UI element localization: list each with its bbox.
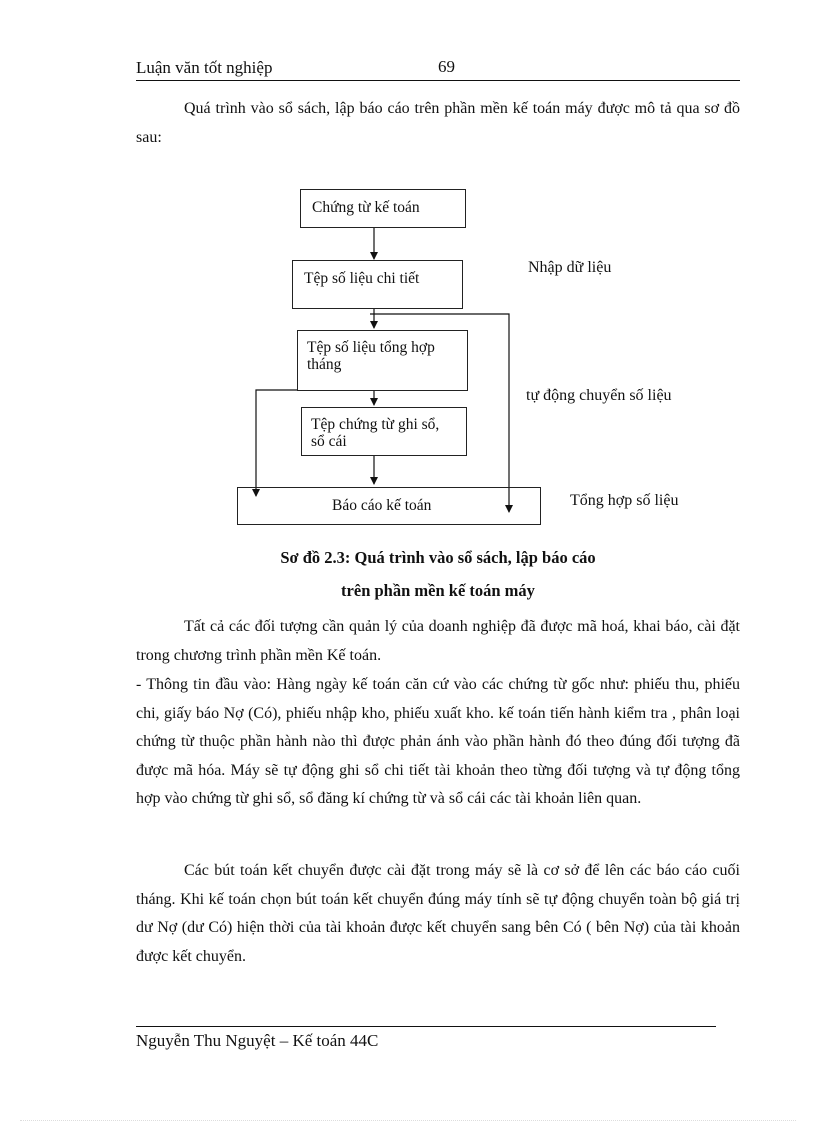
box-bao-cao-label: Báo cáo kế toán	[332, 497, 432, 514]
page-bottom-edge	[20, 1120, 796, 1121]
box-tep-chi-tiet	[292, 260, 463, 309]
body-paragraph-2: - Thông tin đầu vào: Hàng ngày kế toán căn cứ vào các chứng từ gốc như: phiếu thu, phiếu chi, giấy báo Nợ (Có), phiếu nhập kho, phiếu xuất kho. kế toán tiến hành kiểm tra , phân loại chứng từ thuộc phần hành nào thì được phản ánh vào phần hành đó theo đúng đối tượng đã được mã hóa. Máy sẽ tự động ghi sổ chi tiết tài khoản theo từng đối tượng và tự động tổng hợp vào chứng từ ghi sổ, sổ đăng kí chứng từ và sổ cái các tài khoản liên quan.	[136, 676, 740, 807]
intro-paragraph: Quá trình vào sổ sách, lập báo cáo trên phần mền kế toán máy được mô tả qua sơ đồ sau:	[136, 100, 740, 146]
label-nhap-du-lieu: Nhập dữ liệu	[528, 259, 612, 276]
body-paragraph-3: Các bút toán kết chuyển được cài đặt trong máy sẽ là cơ sở để lên các báo cáo cuối tháng. Khi kế toán chọn bút toán kết chuyển đúng máy tính sẽ tự động chuyển toàn bộ giá trị dư Nợ (dư Có) hiện thời của tài khoản được kết chuyển sang bên Có ( bên Nợ) của tài khoản được kết chuyển.	[136, 862, 740, 965]
page-number: 69	[438, 57, 455, 76]
body-paragraph-1: Tất cả các đối tượng cần quản lý của doanh nghiệp đã được mã hoá, khai báo, cài đặt trong chương trình phần mền Kế toán.	[136, 618, 740, 664]
diagram-caption-line1: Sơ đồ 2.3: Quá trình vào sổ sách, lập báo cáo	[280, 548, 596, 567]
label-tu-dong-chuyen: tự động chuyển số liệu	[526, 387, 672, 404]
box-chung-tu-label: Chứng từ kế toán	[312, 199, 420, 216]
diagram-caption-line2: trên phần mền kế toán máy	[341, 581, 535, 600]
box-tep-tong-hop-label: Tệp số liệu tổng hợp tháng	[307, 339, 435, 373]
box-tep-chi-tiet-label: Tệp số liệu chi tiết	[304, 270, 420, 287]
box-tep-tong-hop	[297, 330, 468, 391]
label-tong-hop: Tổng hợp số liệu	[570, 492, 679, 509]
header-title: Luận văn tốt nghiệp	[136, 58, 273, 77]
footer-author: Nguyễn Thu Nguyệt – Kế toán 44C	[136, 1031, 379, 1050]
box-chung-tu	[300, 189, 466, 228]
footer-rule	[136, 1026, 716, 1027]
arrow-left-bypass	[256, 390, 298, 496]
box-tep-chung-tu-ghi-so-label: Tệp chứng từ ghi sổ, sổ cái	[311, 416, 440, 450]
box-tep-chung-tu-ghi-so	[301, 407, 467, 456]
box-bao-cao	[237, 487, 541, 525]
